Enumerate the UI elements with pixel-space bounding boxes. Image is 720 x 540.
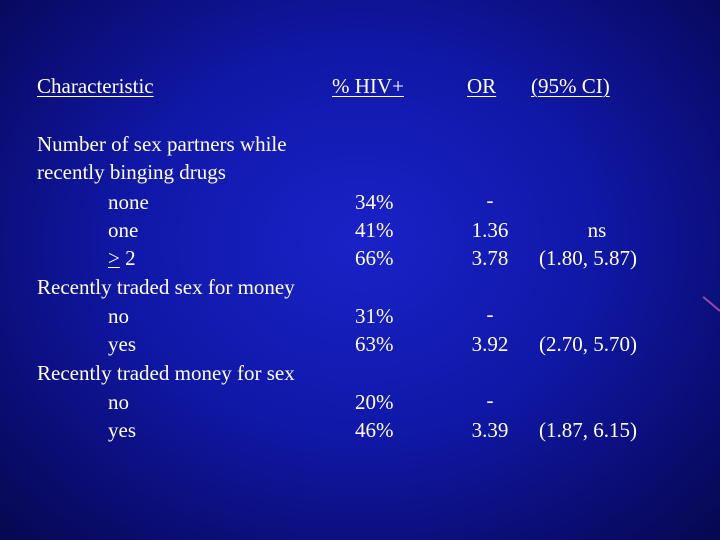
row-or: 3.92 — [471, 332, 509, 356]
section-title: Number of sex partners while — [37, 132, 287, 156]
row-label-value: 2 — [125, 246, 136, 270]
decorative-line — [703, 296, 720, 312]
row-hiv: 34% — [355, 190, 394, 214]
row-hiv: 41% — [355, 218, 394, 242]
header-hiv-percent: % HIV+ — [332, 74, 404, 98]
row-hiv: 31% — [355, 304, 394, 328]
header-odds-ratio: OR — [467, 74, 497, 98]
header-characteristic: Characteristic — [37, 74, 154, 98]
row-ci: (2.70, 5.70) — [539, 332, 637, 356]
row-ci: (1.87, 6.15) — [539, 418, 637, 442]
header-confidence-interval: (95% CI) — [531, 74, 610, 98]
section-title: recently binging drugs — [37, 160, 226, 184]
row-label: yes — [108, 418, 136, 442]
row-ci: (1.80, 5.87) — [539, 246, 637, 270]
section-title: Recently traded money for sex — [37, 361, 295, 385]
row-or: - — [486, 302, 494, 326]
row-hiv: 63% — [355, 332, 394, 356]
greater-equal-symbol: > — [108, 246, 120, 270]
row-or: 3.78 — [471, 246, 509, 270]
row-hiv: 46% — [355, 418, 394, 442]
row-or: 1.36 — [471, 218, 509, 242]
row-label: one — [108, 218, 139, 242]
row-hiv: 66% — [355, 246, 394, 270]
row-hiv: 20% — [355, 390, 394, 414]
section-title: Recently traded sex for money — [37, 275, 295, 299]
row-label: none — [108, 190, 149, 214]
row-label: no — [108, 390, 129, 414]
row-label: yes — [108, 332, 136, 356]
row-or: - — [486, 388, 494, 412]
row-or: 3.39 — [471, 418, 509, 442]
row-or: - — [486, 188, 494, 212]
row-label — [108, 244, 136, 272]
row-ci: ns — [587, 218, 607, 242]
row-label: no — [108, 304, 129, 328]
